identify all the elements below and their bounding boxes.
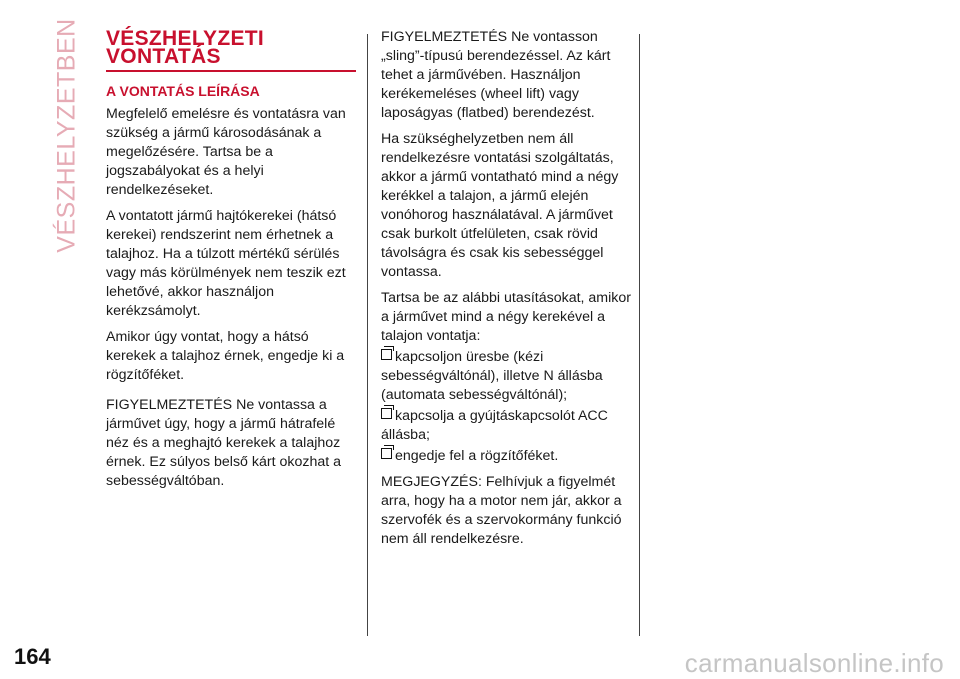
list-item-text: kapcsoljon üresbe (kézi sebességváltónál), illetve N állásba (automata sebességváltónál); [381,349,603,403]
section-title-line2: VONTATÁS [106,45,221,68]
list-item-text: engedje fel a rögzítőféket. [395,448,559,464]
list-item [381,348,631,405]
left-column [106,28,356,498]
right-column [381,28,631,556]
checkbox-bullet-icon [381,349,392,360]
list-item [381,447,631,466]
paragraph: A vontatott jármű hajtókerekei (hátsó kerekei) rendszerint nem érhetnek a talajhoz. Ha a túlzott mértékű sérülés vagy más körülmények nem teszik ezt lehetővé, akkor használjon kerékzsámolyt. [106,208,346,319]
paragraph: Amikor úgy vontat, hogy a hátsó kerekek a talajhoz érnek, engedje ki a rögzítőféket. [106,329,345,383]
side-chapter-tab [52,18,82,253]
page-number: 164 [14,644,51,669]
subheading: A VONTATÁS LEÍRÁSA [106,83,260,99]
warning-paragraph: FIGYELMEZTETÉS Ne vontassa a járművet úgy, hogy a jármű hátrafelé néz és a meghajtó kerekek a talajhoz érnek. Ez súlyos belső kárt okozhat a sebességváltóban. [106,397,342,489]
warning-paragraph: FIGYELMEZTETÉS Ne vontasson „sling”-típusú berendezéssel. Az kárt tehet a járművében. Használjon kerékemeléses (wheel lift) vagy laposágyas (flatbed) berendezést. [381,29,611,121]
checkbox-bullet-icon [381,408,392,419]
list-item [381,407,631,445]
column-divider-right [639,34,640,636]
paragraph: Tartsa be az alábbi utasításokat, amikor a járművet mind a négy kerekével a talajon vontatja: [381,290,631,344]
title-underline [106,70,356,72]
column-divider-left [367,34,368,636]
checkbox-bullet-icon [381,448,392,459]
list-item-text: kapcsolja a gyújtáskapcsolót ACC állásba; [381,408,608,443]
footer-watermark: carmanualsonline.info [684,648,944,678]
paragraph: Megfelelő emelésre és vontatásra van szükség a jármű károsodásának a megelőzésére. Tartsa be a jogszabályokat és a helyi rendelkezéseket. [106,106,346,198]
side-chapter-label: VÉSZHELYZETBEN [52,18,81,253]
paragraph: Ha szükséghelyzetben nem áll rendelkezésre vontatási szolgáltatás, akkor a jármű vontatható mind a négy kerékkel a talajon, a jármű elején vonóhorog használatával. A járművet csak burkolt útfelületen, csak rövid távolságra és csak kis sebességgel vontassa. [381,131,619,280]
section-title-line1: VÉSZHELYZETI [106,27,265,50]
note-paragraph: MEGJEGYZÉS: Felhívjuk a figyelmét arra, hogy ha a motor nem jár, akkor a szervofék és a szervokormány funkció nem áll rendelkezésre. [381,474,622,547]
section-title [106,27,356,68]
